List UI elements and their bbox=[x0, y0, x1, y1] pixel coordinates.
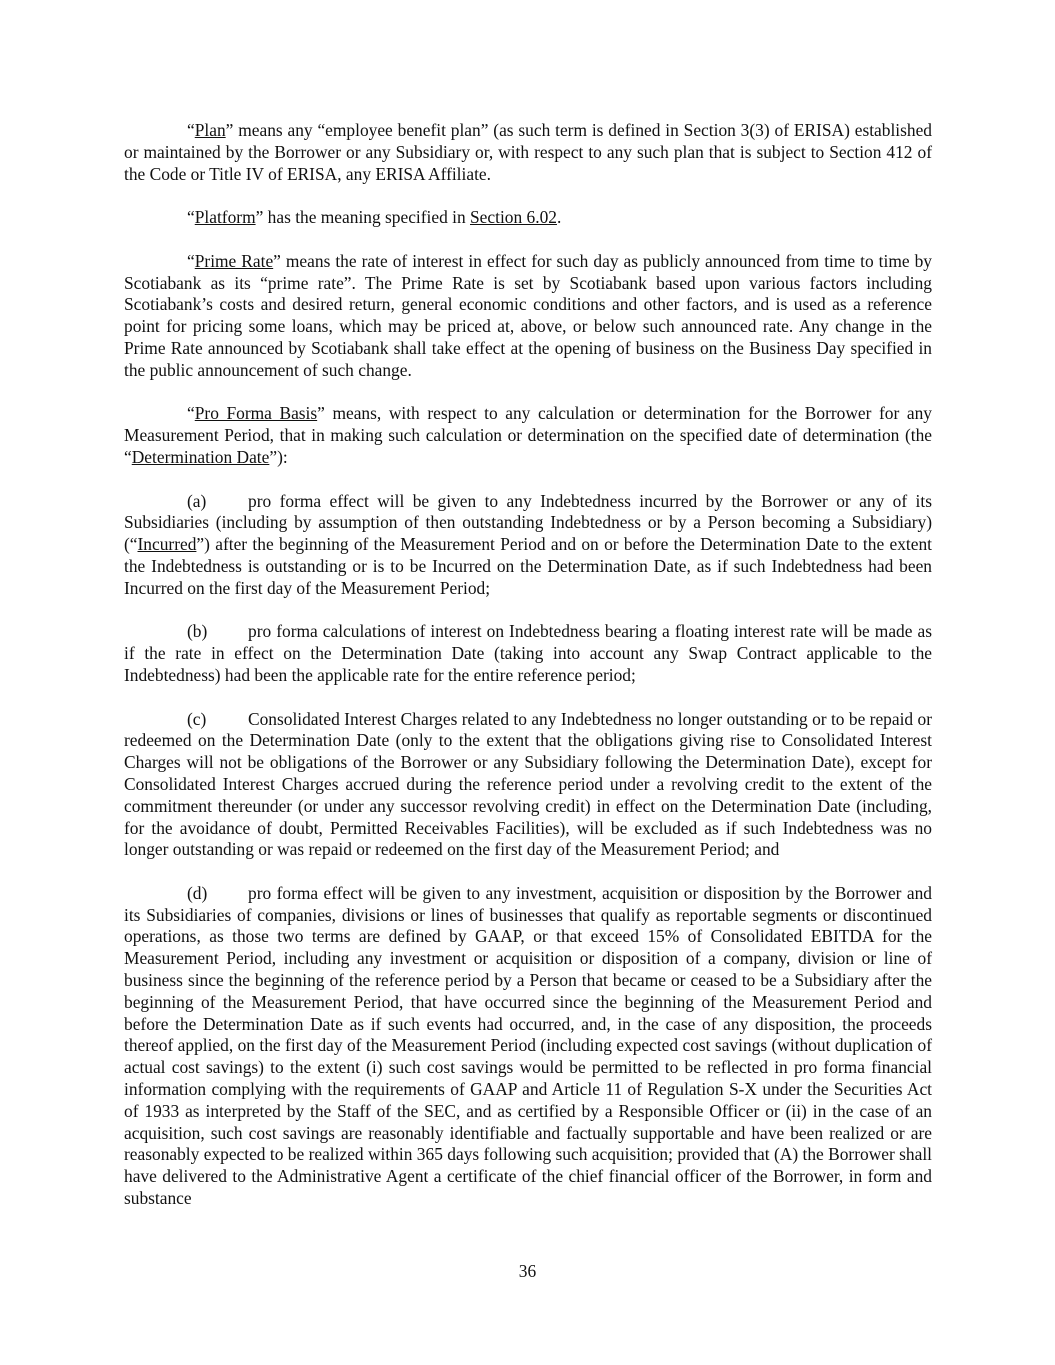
clause-label: (d) bbox=[187, 882, 208, 903]
defined-term-plan: Plan bbox=[194, 120, 226, 140]
open-quote: “ bbox=[187, 403, 195, 424]
defined-term-prime-rate: Prime Rate bbox=[194, 250, 274, 271]
definition-prime-rate bbox=[124, 251, 932, 382]
definition-body: ” means any “employee benefit plan” (as such term is defined in Section 3(3) of ERISA) established or maintained by the Borrower or any Subsidiary or, with respect to any such plan that is subject to Section 412 of the Code or Title IV of ERISA, any ERISA Affiliate. bbox=[124, 120, 932, 184]
clause-text: pro forma calculations of interest on Indebtedness bearing a floating interest rate will be made as if the rate in effect on the Determination Date (taking into account any Swap Contract applicable to the Indebtedness) had been the applicable rate for the entire reference period; bbox=[124, 621, 932, 685]
definition-plan bbox=[124, 120, 932, 185]
clause-a bbox=[124, 491, 932, 600]
definition-body: ” has the meaning specified in bbox=[255, 207, 471, 228]
document-page bbox=[124, 120, 932, 1232]
open-quote: “ bbox=[187, 250, 195, 271]
clause-text: pro forma effect will be given to any Indebtedness incurred by the Borrower or any of its Subsidiaries (including by assumption of then outstanding Indebtedness or by a Person becoming a Subsidiary) (“ bbox=[124, 490, 932, 555]
definition-platform bbox=[124, 207, 932, 229]
definition-body: ” means the rate of interest in effect for such day as publicly announced from time to time by Scotiabank as its “prime rate”. The Prime Rate is set by Scotiabank based upon various factors including Scotiabank’s costs and desired return, general economic conditions and other factors, and is used as a reference point for pricing some loans, which may be priced at, above, or below such announced rate. Any change in the Prime Rate announced by Scotiabank shall take effect at the opening of business on the Business Day specified in the public announcement of such change. bbox=[124, 250, 932, 380]
clause-text: Consolidated Interest Charges related to any Indebtedness no longer outstanding or to be repaid or redeemed on the Determination Date (only to the extent that the obligations giving rise to Consolidated Interest Charges will not be obligations of the Borrower or any Subsidiary following the Determination Date), except for Consolidated Interest Charges accrued during the reference period under a revolving credit to the extent of the commitment thereunder (or under any successor revolving credit) in effect on the Determination Date (including, for the avoidance of doubt, Permitted Receivables Facilities), will be excluded as if such Indebtedness was no longer outstanding or was repaid or redeemed on the first day of the Measurement Period; and bbox=[124, 708, 932, 860]
clause-text: pro forma effect will be given to any investment, acquisition or disposition by the Borrower and its Subsidiaries of companies, divisions or lines of businesses that qualify as reportable segments or discontinued operations, as those two terms are defined by GAAP, or that exceed 15% of Consolidated EBITDA for the Measurement Period, including any investment or acquisition or disposition of a company, division or line of business since the beginning of the reference period by a Person that became or ceased to be a Subsidiary after the beginning of the Measurement Period, that have occurred since the beginning of the Measurement Period and before the Determination Date as if such events had occurred, and, in the case of any disposition, the proceeds thereof applied, on the first day of the Measurement Period (including expected cost savings (without duplication of actual cost savings) to the extent (i) such cost savings would be permitted to be reflected in pro forma financial information complying with the requirements of GAAP and Article 11 of Regulation S-X under the Securities Act of 1933 as interpreted by the Staff of the SEC, and as certified by a Responsible Officer or (ii) in the case of an acquisition, such cost savings are reasonably identifiable and factually supportable and have been realized or are reasonably expected to be realized within 365 days following such acquisition; provided that (A) the Borrower shall have delivered to the Administrative Agent a certificate of the chief financial officer of the Borrower, in form and substance bbox=[124, 882, 932, 1209]
clause-label: (c) bbox=[187, 708, 207, 729]
definition-body-end: . bbox=[556, 207, 562, 228]
definition-body-end: ”): bbox=[269, 446, 288, 467]
clause-label: (a) bbox=[187, 490, 207, 511]
open-quote: “ bbox=[187, 120, 195, 140]
clause-b bbox=[124, 621, 932, 686]
definition-pro-forma-basis bbox=[124, 403, 932, 468]
page-number: 36 bbox=[518, 1261, 537, 1281]
open-quote: “ bbox=[187, 207, 195, 228]
clause-text-end: ”) after the beginning of the Measurement Period and on or before the Determination Date to the extent the Indebtedness is outstanding or is to be Incurred on the Determination Date, as if such Indebtedness had been Incurred on the first day of the Measurement Period; bbox=[124, 534, 932, 598]
section-reference: Section 6.02 bbox=[470, 207, 557, 228]
defined-term-platform: Platform bbox=[194, 207, 256, 228]
clause-d bbox=[124, 883, 932, 1210]
clause-c bbox=[124, 709, 932, 862]
definition-body: ” means, with respect to any calculation or determination for the Borrower for any Measurement Period, that in making such calculation or determination on the specified date of determination (the “ bbox=[124, 403, 932, 467]
defined-term-determination-date: Determination Date bbox=[131, 446, 270, 467]
defined-term-pro-forma-basis: Pro Forma Basis bbox=[194, 403, 318, 424]
clause-label: (b) bbox=[187, 621, 208, 642]
defined-term-incurred: Incurred bbox=[137, 534, 197, 555]
